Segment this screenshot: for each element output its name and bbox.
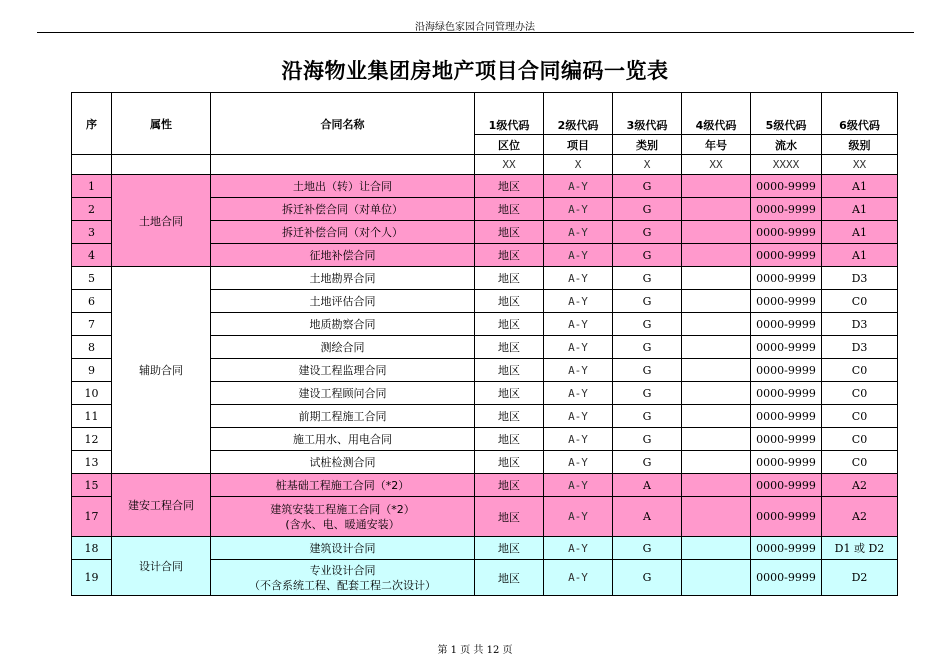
code-format-cell: XX: [475, 155, 544, 175]
area-code-cell: 地区: [475, 560, 544, 596]
level-code-cell: C0: [822, 359, 898, 382]
serial-code-cell: 0000-9999: [751, 405, 822, 428]
type-code-cell: G: [613, 451, 682, 474]
year-code-cell: [682, 198, 751, 221]
contract-name-cell: 测绘合同: [211, 336, 475, 359]
row-number: 7: [72, 313, 112, 336]
serial-code-cell: 0000-9999: [751, 313, 822, 336]
level-code-cell: A1: [822, 198, 898, 221]
header-rule: [37, 32, 914, 33]
serial-code-cell: 0000-9999: [751, 336, 822, 359]
project-code-cell: A-Y: [544, 198, 613, 221]
area-code-cell: 地区: [475, 359, 544, 382]
level-code-cell: C0: [822, 382, 898, 405]
level-code-cell: A1: [822, 244, 898, 267]
code-format-cell: XXXX: [751, 155, 822, 175]
contract-name-cell: [211, 560, 475, 596]
year-code-cell: [682, 474, 751, 497]
serial-code-cell: 0000-9999: [751, 290, 822, 313]
year-code-cell: [682, 267, 751, 290]
seq-header: 序: [72, 93, 112, 155]
contract-code-table: [71, 92, 898, 596]
contract-name-cell: 建筑设计合同: [211, 537, 475, 560]
area-code-cell: 地区: [475, 198, 544, 221]
code-format-cell: X: [613, 155, 682, 175]
serial-code-cell: 0000-9999: [751, 428, 822, 451]
contract-name-cell: 建设工程监理合同: [211, 359, 475, 382]
type-code-cell: A: [613, 497, 682, 537]
contract-name-cell: 拆迁补偿合同（对个人）: [211, 221, 475, 244]
contract-name-cell: 拆迁补偿合同（对单位）: [211, 198, 475, 221]
row-number: 15: [72, 474, 112, 497]
code-sub-header: 区位: [475, 135, 544, 155]
project-code-cell: A-Y: [544, 336, 613, 359]
contract-name-cell: 前期工程施工合同: [211, 405, 475, 428]
project-code-cell: A-Y: [544, 290, 613, 313]
project-code-cell: A-Y: [544, 313, 613, 336]
contract-name-cell: 土地出（转）让合同: [211, 175, 475, 198]
year-code-cell: [682, 451, 751, 474]
table-row: [72, 474, 898, 497]
row-number: 19: [72, 560, 112, 596]
level-code-cell: D1 或 D2: [822, 537, 898, 560]
area-code-cell: 地区: [475, 474, 544, 497]
serial-code-cell: 0000-9999: [751, 497, 822, 537]
serial-code-cell: 0000-9999: [751, 359, 822, 382]
code-format-cell: XX: [822, 155, 898, 175]
contract-name-cell: 建设工程顾问合同: [211, 382, 475, 405]
area-code-cell: 地区: [475, 336, 544, 359]
row-number: 5: [72, 267, 112, 290]
area-code-cell: 地区: [475, 313, 544, 336]
row-number: 11: [72, 405, 112, 428]
category-cell: 建安工程合同: [112, 474, 211, 537]
blank-cell: [211, 155, 475, 175]
year-code-cell: [682, 497, 751, 537]
code-level-6-header: 6级代码: [822, 93, 898, 135]
serial-code-cell: 0000-9999: [751, 267, 822, 290]
area-code-cell: 地区: [475, 451, 544, 474]
year-code-cell: [682, 221, 751, 244]
serial-code-cell: 0000-9999: [751, 451, 822, 474]
code-sub-header: 级别: [822, 135, 898, 155]
page-footer: 第 1 页 共 12 页: [437, 645, 513, 656]
area-code-cell: 地区: [475, 175, 544, 198]
table-head: [72, 93, 898, 175]
project-code-cell: A-Y: [544, 221, 613, 244]
area-code-cell: 地区: [475, 267, 544, 290]
area-code-cell: 地区: [475, 244, 544, 267]
row-number: 6: [72, 290, 112, 313]
row-number: 1: [72, 175, 112, 198]
category-cell: 土地合同: [112, 175, 211, 267]
project-code-cell: A-Y: [544, 497, 613, 537]
level-code-cell: D2: [822, 560, 898, 596]
level-code-cell: C0: [822, 428, 898, 451]
project-code-cell: A-Y: [544, 405, 613, 428]
level-code-cell: A1: [822, 221, 898, 244]
project-code-cell: A-Y: [544, 382, 613, 405]
code-sub-header: 项目: [544, 135, 613, 155]
contract-name-cell: 试桩检测合同: [211, 451, 475, 474]
row-number: 2: [72, 198, 112, 221]
contract-name-cell: 征地补偿合同: [211, 244, 475, 267]
page-header: 沿海绿色家园合同管理办法: [415, 22, 535, 33]
contract-name-line: 专业设计合同: [309, 563, 376, 577]
table-body: [72, 175, 898, 596]
row-number: 12: [72, 428, 112, 451]
row-number: 4: [72, 244, 112, 267]
serial-code-cell: 0000-9999: [751, 382, 822, 405]
serial-code-cell: 0000-9999: [751, 198, 822, 221]
project-code-cell: A-Y: [544, 474, 613, 497]
code-level-4-header: 4级代码: [682, 93, 751, 135]
project-code-cell: A-Y: [544, 428, 613, 451]
row-number: 10: [72, 382, 112, 405]
level-code-cell: D3: [822, 267, 898, 290]
table-row: [72, 267, 898, 290]
type-code-cell: G: [613, 221, 682, 244]
level-code-cell: C0: [822, 405, 898, 428]
row-number: 18: [72, 537, 112, 560]
serial-code-cell: 0000-9999: [751, 474, 822, 497]
type-code-cell: G: [613, 405, 682, 428]
type-code-cell: A: [613, 474, 682, 497]
year-code-cell: [682, 537, 751, 560]
type-code-cell: G: [613, 560, 682, 596]
area-code-cell: 地区: [475, 497, 544, 537]
type-code-cell: G: [613, 290, 682, 313]
code-level-3-header: 3级代码: [613, 93, 682, 135]
year-code-cell: [682, 382, 751, 405]
contract-name-cell: [211, 497, 475, 537]
level-code-cell: D3: [822, 313, 898, 336]
row-number: 13: [72, 451, 112, 474]
type-code-cell: G: [613, 267, 682, 290]
area-code-cell: 地区: [475, 428, 544, 451]
contract-name-cell: 施工用水、用电合同: [211, 428, 475, 451]
serial-code-cell: 0000-9999: [751, 221, 822, 244]
area-code-cell: 地区: [475, 290, 544, 313]
serial-code-cell: 0000-9999: [751, 175, 822, 198]
contract-name-cell: 土地勘界合同: [211, 267, 475, 290]
project-code-cell: A-Y: [544, 451, 613, 474]
row-number: 9: [72, 359, 112, 382]
serial-code-cell: 0000-9999: [751, 537, 822, 560]
code-level-5-header: 5级代码: [751, 93, 822, 135]
year-code-cell: [682, 336, 751, 359]
attribute-header: 属性: [112, 93, 211, 155]
area-code-cell: 地区: [475, 221, 544, 244]
row-number: 8: [72, 336, 112, 359]
code-sub-header: 年号: [682, 135, 751, 155]
project-code-cell: A-Y: [544, 267, 613, 290]
project-code-cell: A-Y: [544, 560, 613, 596]
type-code-cell: G: [613, 198, 682, 221]
area-code-cell: 地区: [475, 382, 544, 405]
code-sub-header: 流水: [751, 135, 822, 155]
table-row: [72, 175, 898, 198]
table-row: [72, 537, 898, 560]
area-code-cell: 地区: [475, 537, 544, 560]
serial-code-cell: 0000-9999: [751, 560, 822, 596]
level-code-cell: A1: [822, 175, 898, 198]
area-code-cell: 地区: [475, 405, 544, 428]
year-code-cell: [682, 175, 751, 198]
contract-name-cell: 桩基础工程施工合同（*2）: [211, 474, 475, 497]
project-code-cell: A-Y: [544, 244, 613, 267]
document-title: 沿海物业集团房地产项目合同编码一览表: [281, 59, 669, 83]
type-code-cell: G: [613, 175, 682, 198]
code-format-cell: XX: [682, 155, 751, 175]
level-code-cell: A2: [822, 474, 898, 497]
contract-name-header: 合同名称: [211, 93, 475, 155]
blank-cell: [72, 155, 112, 175]
type-code-cell: G: [613, 428, 682, 451]
contract-name-cell: 土地评估合同: [211, 290, 475, 313]
code-level-2-header: 2级代码: [544, 93, 613, 135]
year-code-cell: [682, 313, 751, 336]
level-code-cell: A2: [822, 497, 898, 537]
code-level-1-header: 1级代码: [475, 93, 544, 135]
code-format-cell: X: [544, 155, 613, 175]
project-code-cell: A-Y: [544, 175, 613, 198]
level-code-cell: C0: [822, 290, 898, 313]
level-code-cell: D3: [822, 336, 898, 359]
project-code-cell: A-Y: [544, 359, 613, 382]
row-number: 17: [72, 497, 112, 537]
row-number: 3: [72, 221, 112, 244]
serial-code-cell: 0000-9999: [751, 244, 822, 267]
contract-name-line: 建筑安装工程施工合同（*2）: [270, 502, 415, 516]
type-code-cell: G: [613, 537, 682, 560]
year-code-cell: [682, 359, 751, 382]
category-cell: 设计合同: [112, 537, 211, 596]
type-code-cell: G: [613, 244, 682, 267]
category-cell: 辅助合同: [112, 267, 211, 474]
year-code-cell: [682, 428, 751, 451]
contract-name-cell: 地质勘察合同: [211, 313, 475, 336]
level-code-cell: C0: [822, 451, 898, 474]
type-code-cell: G: [613, 313, 682, 336]
year-code-cell: [682, 405, 751, 428]
year-code-cell: [682, 244, 751, 267]
project-code-cell: A-Y: [544, 537, 613, 560]
code-sub-header: 类别: [613, 135, 682, 155]
type-code-cell: G: [613, 359, 682, 382]
contract-name-note: (含水、电、暖通安装）: [285, 517, 400, 531]
type-code-cell: G: [613, 382, 682, 405]
year-code-cell: [682, 560, 751, 596]
blank-cell: [112, 155, 211, 175]
contract-name-note: （不含系统工程、配套工程二次设计）: [249, 578, 436, 592]
year-code-cell: [682, 290, 751, 313]
type-code-cell: G: [613, 336, 682, 359]
